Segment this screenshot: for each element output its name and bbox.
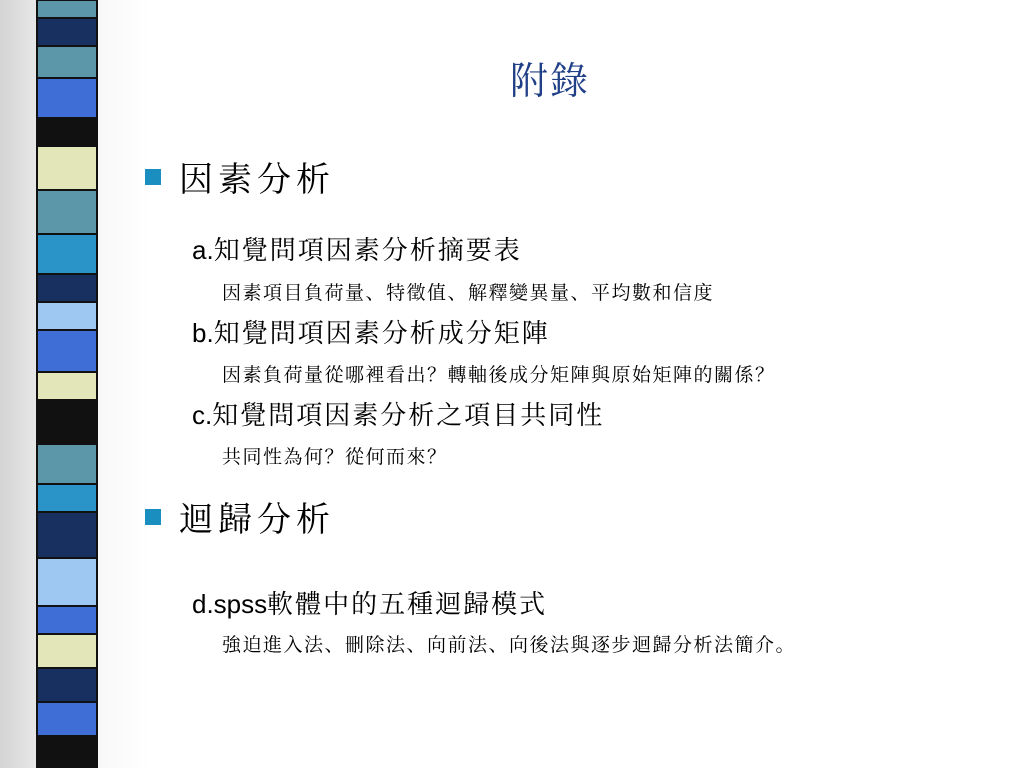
item-detail-d: 強迫進入法、刪除法、向前法、向後法與逐步迴歸分析法簡介。	[222, 634, 797, 656]
square-bullet-icon	[145, 509, 161, 525]
stripe-segment	[38, 118, 96, 146]
item-detail-b: 因素負荷量從哪裡看出？轉軸後成分矩陣與原始矩陣的關係？	[222, 364, 776, 386]
stripe-segment	[38, 190, 96, 234]
section-heading-factor-analysis	[145, 152, 335, 201]
slide-title: 附錄	[509, 59, 590, 103]
stripe-segment	[38, 668, 96, 702]
stripe-segment	[38, 146, 96, 190]
stripe-segment	[38, 234, 96, 274]
stripe-segment	[38, 18, 96, 46]
item-title: 軟體中的五種迴歸模式	[267, 590, 548, 620]
stripe-segment	[38, 702, 96, 736]
item-title: 知覺問項因素分析之項目共同性	[212, 401, 605, 431]
item-heading-b	[192, 313, 550, 350]
item-letter: a.	[192, 235, 214, 265]
stripe-segment	[38, 302, 96, 330]
stripe-segment	[38, 78, 96, 118]
stripe-segment	[38, 274, 96, 302]
item-letter: c.	[192, 400, 213, 430]
section-heading-text: 因素分析	[179, 160, 335, 200]
stripe-segment	[38, 372, 96, 400]
stripe-segment	[38, 634, 96, 668]
stripe-segment	[38, 444, 96, 484]
stripe-segment	[38, 484, 96, 512]
stripe-segment	[38, 512, 96, 558]
stripe-segment	[38, 736, 96, 768]
square-bullet-icon	[145, 169, 161, 185]
stripe-segment	[38, 558, 96, 606]
item-detail-a: 因素項目負荷量、特徵值、解釋變異量、平均數和信度	[222, 282, 715, 304]
item-title: 知覺問項因素分析成分矩陣	[213, 319, 550, 349]
stripe-segment	[38, 400, 96, 444]
decorative-stripe	[36, 0, 98, 768]
stripe-segment	[38, 0, 96, 18]
item-title: 知覺問項因素分析摘要表	[213, 236, 522, 266]
item-letter: d.spss	[192, 589, 268, 619]
section-heading-regression	[145, 492, 335, 541]
section-heading-text: 迴歸分析	[179, 500, 335, 540]
stripe-segment	[38, 330, 96, 372]
item-heading-d	[192, 584, 547, 621]
item-detail-c: 共同性為何？從何而來？	[222, 446, 448, 468]
stripe-segment	[38, 46, 96, 78]
item-heading-a	[192, 230, 522, 267]
item-letter: b.	[192, 318, 214, 348]
stripe-segment	[38, 606, 96, 634]
item-heading-c	[192, 395, 604, 432]
